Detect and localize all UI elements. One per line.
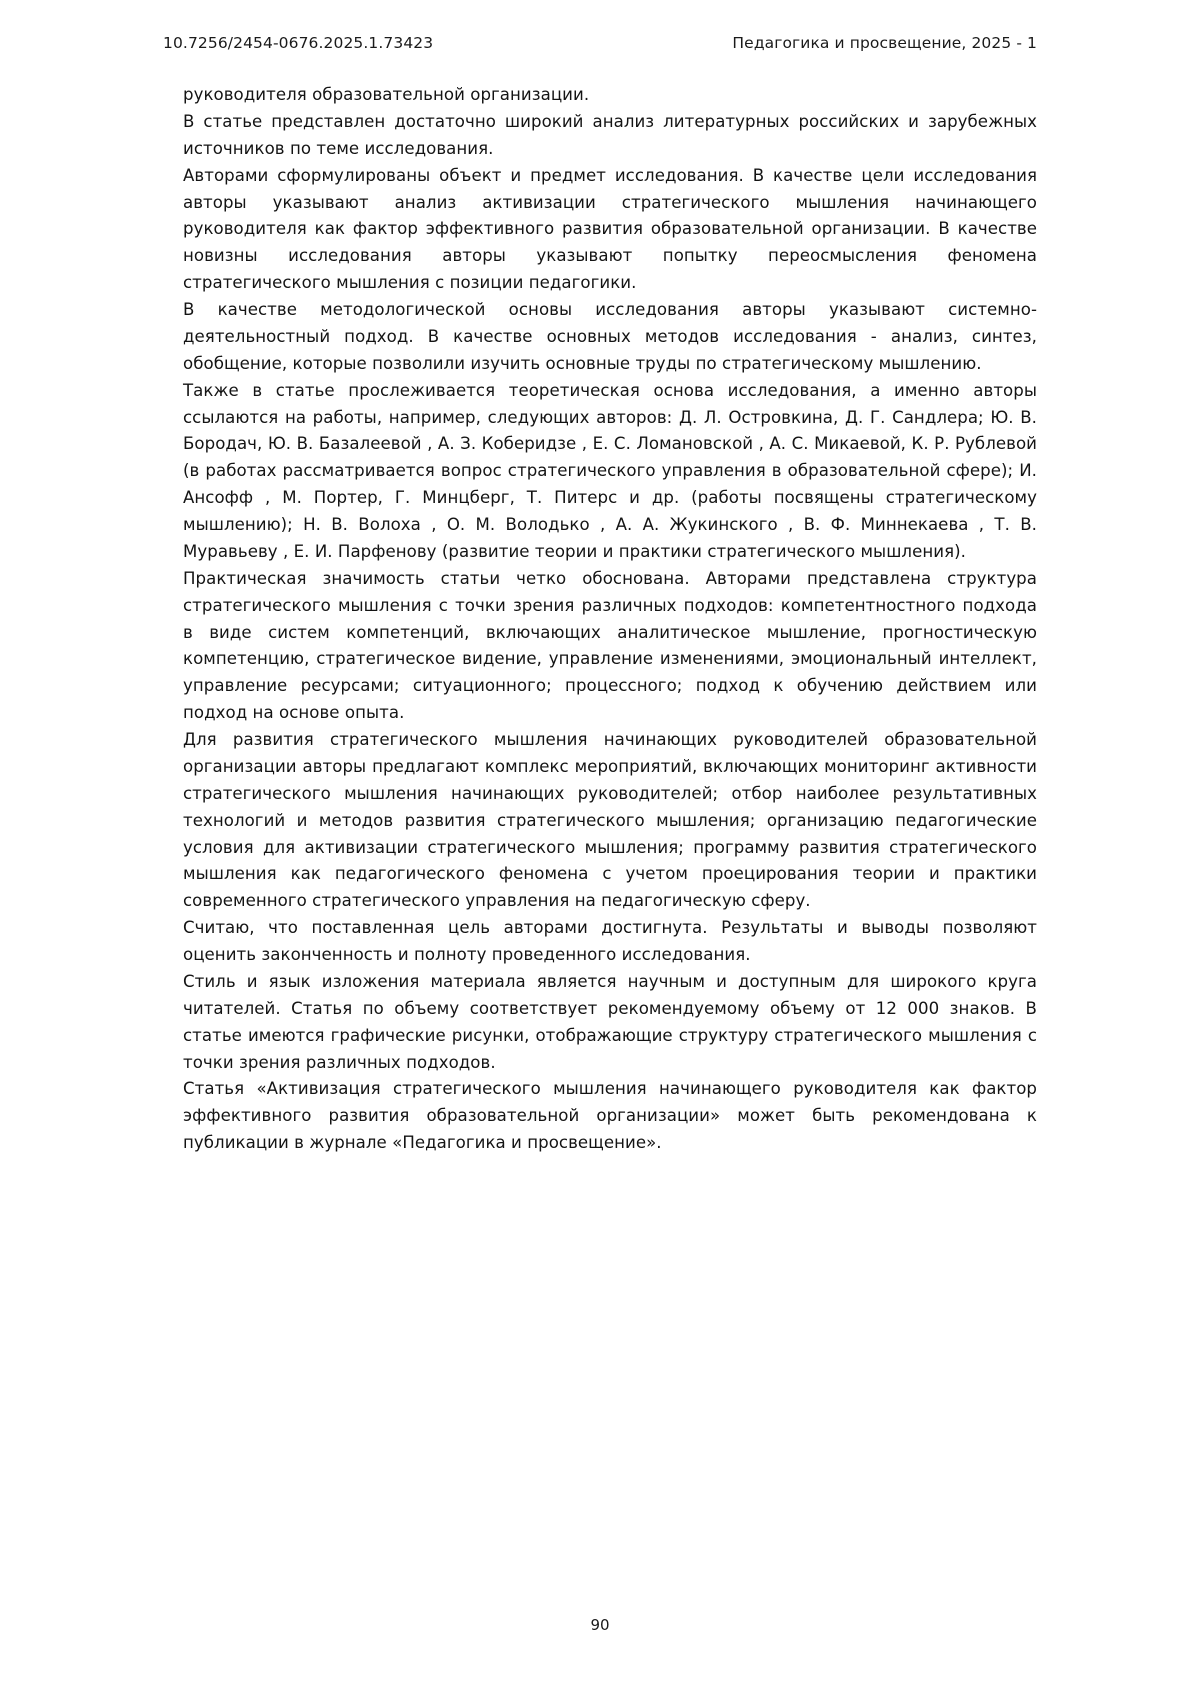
body-paragraph: руководителя образовательной организации. [183, 85, 590, 104]
page-number: 90 [590, 1616, 610, 1634]
journal-title-text: Педагогика и просвещение, 2025 - 1 [732, 34, 1037, 52]
body-paragraph: Авторами сформулированы объект и предмет исследования. В качестве цели исследования авторы указывают анализ активизации стратегического мышления начинающего руководителя как фактор эффективного развития образовательной организации. В качестве новизны исследования авторы указывают попытку переосмысления феномена стратегического мышления с позиции педагогики. [183, 165, 1037, 293]
body-paragraph: Для развития стратегического мышления начинающих руководителей образовательной организации авторы предлагают комплекс мероприятий, включающих мониторинг активности стратегического мышления начинающих руководителей; отбор наиболее результативных технологий и методов развития стратегического мышления; организацию педагогические условия для активизации стратегического мышления; программу развития стратегического мышления как педагогического феномена с учетом проецирования теории и практики современного стратегического управления на педагогическую сферу. [183, 730, 1037, 911]
page-header [0, 34, 1200, 52]
body-paragraph: В качестве методологической основы исследования авторы указывают системно-деятельностный подход. В качестве основных методов исследования - анализ, синтез, обобщение, которые позволили изучить основные труды по стратегическому мышлению. [183, 300, 1037, 373]
body-paragraph: В статье представлен достаточно широкий анализ литературных российских и зарубежных источников по теме исследования. [183, 111, 1037, 158]
doi-text: 10.7256/2454-0676.2025.1.73423 [163, 34, 434, 52]
document-body [0, 52, 1200, 1157]
body-paragraph: Практическая значимость статьи четко обоснована. Авторами представлена структура стратегического мышления с точки зрения различных подходов: компетентностного подхода в виде систем компетенций, включающих аналитическое мышление, прогностическую компетенцию, стратегическое видение, управление изменениями, эмоциональный интеллект, управление ресурсами; ситуационного; процессного; подход к обучению действием или подход на основе опыта. [183, 568, 1037, 723]
body-paragraph: Считаю, что поставленная цель авторами достигнута. Результаты и выводы позволяют оценить законченность и полноту проведенного исследования. [183, 918, 1037, 964]
body-paragraph: Также в статье прослеживается теоретическая основа исследования, а именно авторы ссылаются на работы, например, следующих авторов: Д. Л. Островкина, Д. Г. Сандлера; Ю. В. Бородач, Ю. В. Базалеевой , А. З. Коберидзе , Е. С. Ломановской , А. С. Микаевой, К. Р. Рублевой (в работах рассматривается вопрос стратегического управления в образовательной сфере); И. Ансофф , М. Портер, Г. Минцберг, Т. Питерс и др. (работы посвящены стратегическому мышлению); Н. В. Волоха , О. М. Володько , А. А. Жукинского , В. Ф. Миннекаева , Т. В. Муравьеву , Е. И. Парфенову (развитие теории и практики стратегического мышления). [183, 380, 1037, 561]
body-paragraph: Стиль и язык изложения материала является научным и доступным для широкого круга читателей. Статья по объему соответствует рекомендуемому объему от 12 000 знаков. В статье имеются графические рисунки, отображающие структуру стратегического мышления с точки зрения различных подходов. [183, 971, 1037, 1072]
body-paragraph: Статья «Активизация стратегического мышления начинающего руководителя как фактор эффективного развития образовательной организации» может быть рекомендована к публикации в журнале «Педагогика и просвещение». [183, 1079, 1037, 1153]
